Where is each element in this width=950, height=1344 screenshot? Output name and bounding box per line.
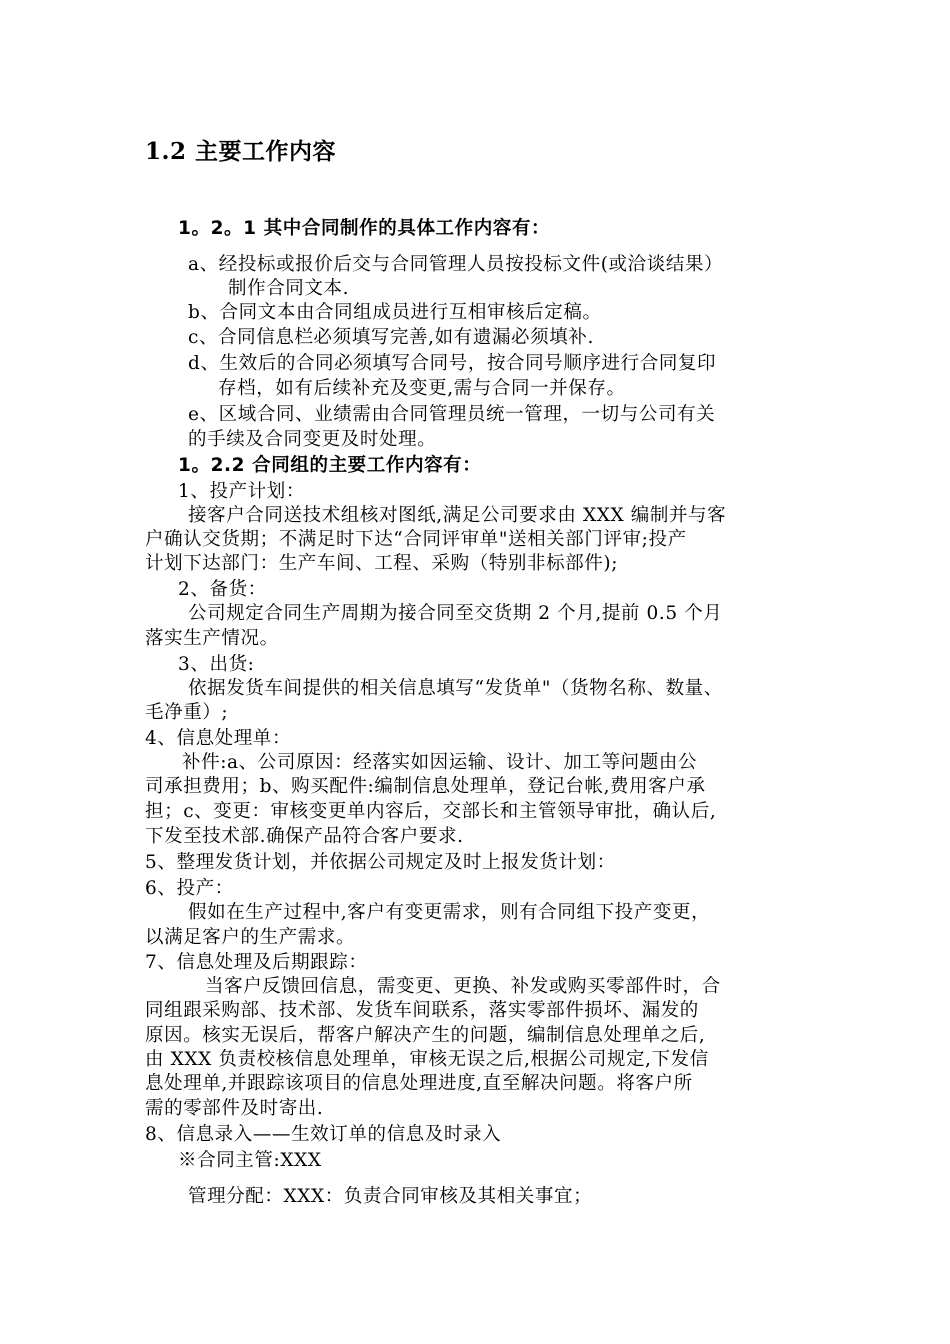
body-line: 依据发货车间提供的相关信息填写“发货单"（货物名称、数量、 bbox=[188, 678, 723, 699]
item-a-line2: 制作合同文本. bbox=[228, 278, 350, 299]
body-line: 1、投产计划： bbox=[178, 481, 305, 502]
body-line: 6、投产： bbox=[145, 878, 234, 899]
body-line: 需的零部件及时寄出. bbox=[145, 1098, 324, 1119]
body-line: 7、信息处理及后期跟踪： bbox=[145, 952, 368, 973]
body-line: 户确认交货期；不满足时下达“合同评审单"送相关部门评审;投产 bbox=[145, 529, 687, 550]
body-line: 2、备货： bbox=[178, 579, 267, 600]
item-d-line1: d、生效后的合同必须填写合同号，按合同号顺序进行合同复印 bbox=[188, 353, 717, 374]
subsection-title-1: 1。2。1 其中合同制作的具体工作内容有： bbox=[178, 218, 551, 239]
body-line: 毛净重）; bbox=[145, 702, 229, 723]
body-line: 补件:a、公司原因：经落实如因运输、设计、加工等问题由公 bbox=[182, 752, 698, 773]
item-a-line1: a、经投标或报价后交与合同管理人员按投标文件(或洽谈结果） bbox=[188, 254, 724, 275]
body-line: 由 XXX 负责校核信息处理单，审核无误之后,根据公司规定,下发信 bbox=[145, 1049, 709, 1070]
body-line: 当客户反馈回信息，需变更、更换、补发或购买零部件时，合 bbox=[205, 976, 721, 997]
item-d-line2: 存档，如有后续补充及变更,需与合同一并保存。 bbox=[218, 378, 626, 399]
body-line: 原因。核实无误后，帮客户解决产生的问题，编制信息处理单之后, bbox=[145, 1025, 706, 1046]
body-line: 8、信息录入——生效订单的信息及时录入 bbox=[145, 1124, 502, 1145]
body-line: 4、信息处理单： bbox=[145, 728, 292, 749]
section-heading: 1.2 主要工作内容 bbox=[145, 138, 337, 165]
item-c: c、合同信息栏必须填写完善,如有遗漏必须填补. bbox=[188, 327, 594, 348]
body-line: 息处理单,并跟踪该项目的信息处理进度,直至解决问题。将客户所 bbox=[145, 1073, 693, 1094]
body-line: 担；c、变更：审核变更单内容后，交部长和主管领导审批，确认后, bbox=[145, 801, 717, 822]
body-line: 假如在生产过程中,客户有变更需求，则有合同组下投产变更， bbox=[188, 902, 711, 923]
body-line: 管理分配：XXX：负责合同审核及其相关事宜； bbox=[188, 1186, 593, 1207]
body-line: 下发至技术部.确保产品符合客户要求. bbox=[145, 826, 464, 847]
subsection-title-2: 1。2.2 合同组的主要工作内容有： bbox=[178, 455, 482, 476]
item-e-line1: e、区域合同、业绩需由合同管理员统一管理，一切与公司有关 bbox=[188, 404, 716, 425]
body-line: 同组跟采购部、技术部、发货车间联系，落实零部件损坏、漏发的 bbox=[145, 1000, 699, 1021]
body-line: 接客户合同送技术组核对图纸,满足公司要求由 XXX 编制并与客 bbox=[188, 505, 727, 526]
item-b: b、合同文本由合同组成员进行互相审核后定稿。 bbox=[188, 302, 602, 323]
body-line: 司承担费用；b、购买配件:编制信息处理单，登记台帐,费用客户承 bbox=[145, 776, 706, 797]
body-line: 5、整理发货计划，并依据公司规定及时上报发货计划： bbox=[145, 852, 616, 873]
item-e-line2: 的手续及合同变更及时处理。 bbox=[188, 429, 437, 450]
body-line: 3、出货: bbox=[178, 654, 255, 675]
body-line: 计划下达部门：生产车间、工程、采购（特别非标部件); bbox=[145, 553, 619, 574]
body-line: ※合同主管:XXX bbox=[178, 1150, 322, 1171]
body-line: 公司规定合同生产周期为接合同至交货期 2 个月,提前 0.5 个月 bbox=[188, 603, 723, 624]
body-line: 以满足客户的生产需求。 bbox=[145, 927, 356, 948]
body-line: 落实生产情况。 bbox=[145, 628, 279, 649]
